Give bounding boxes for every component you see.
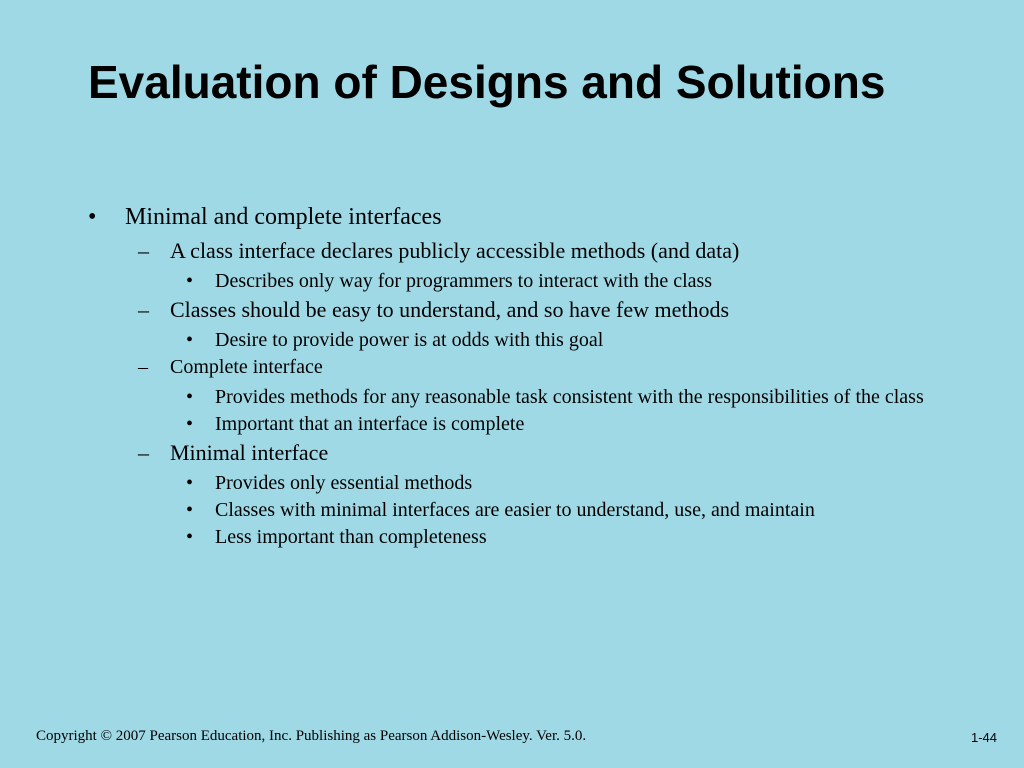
bullet-text: Minimal interface (170, 440, 329, 465)
bullet-text: Important that an interface is complete (215, 413, 525, 435)
bullet-text: A class interface declares publicly accessible methods (and data) (170, 238, 740, 263)
bullet-level2 (88, 437, 948, 468)
slide-number: 1-44 (970, 730, 997, 745)
bullet-level1 (88, 200, 948, 234)
dash-marker: – (138, 297, 149, 322)
bullet-level2 (88, 294, 948, 325)
bullet-text: Less important than completeness (215, 526, 487, 548)
bullet-text: Describes only way for programmers to interact with the class (215, 270, 713, 292)
bullet-marker: • (186, 386, 194, 408)
dash-marker: – (138, 440, 149, 465)
bullet-text: Provides only essential methods (215, 472, 473, 494)
bullet-level2 (88, 353, 948, 382)
slide-content (88, 200, 948, 549)
bullet-level2 (88, 235, 948, 266)
bullet-text: Desire to provide power is at odds with this goal (215, 329, 604, 351)
bullet-marker: • (186, 499, 194, 521)
bullet-level3 (88, 412, 948, 436)
bullet-marker: • (186, 329, 194, 351)
bullet-level3 (88, 471, 948, 495)
bullet-level3 (88, 498, 948, 522)
bullet-marker: • (186, 526, 194, 548)
dash-marker: – (138, 356, 148, 378)
bullet-marker: • (186, 270, 194, 292)
slide-title: Evaluation of Designs and Solutions (88, 56, 886, 108)
bullet-level3 (88, 328, 948, 352)
bullet-level3 (88, 269, 948, 293)
bullet-text: Complete interface (170, 356, 323, 378)
bullet-marker: • (186, 472, 194, 494)
dash-marker: – (138, 238, 149, 263)
bullet-level3 (88, 385, 948, 409)
bullet-marker: • (186, 413, 194, 435)
bullet-text: Minimal and complete interfaces (125, 204, 442, 230)
bullet-marker: • (88, 204, 97, 230)
bullet-text: Classes with minimal interfaces are easier to understand, use, and maintain (215, 499, 815, 521)
bullet-text: Provides methods for any reasonable task consistent with the responsibilities of the class (215, 386, 924, 408)
bullet-text: Classes should be easy to understand, and so have few methods (170, 297, 730, 322)
copyright-footer: Copyright © 2007 Pearson Education, Inc. Publishing as Pearson Addison-Wesley. Ver. 5.0. (36, 728, 587, 744)
bullet-level3 (88, 525, 948, 549)
